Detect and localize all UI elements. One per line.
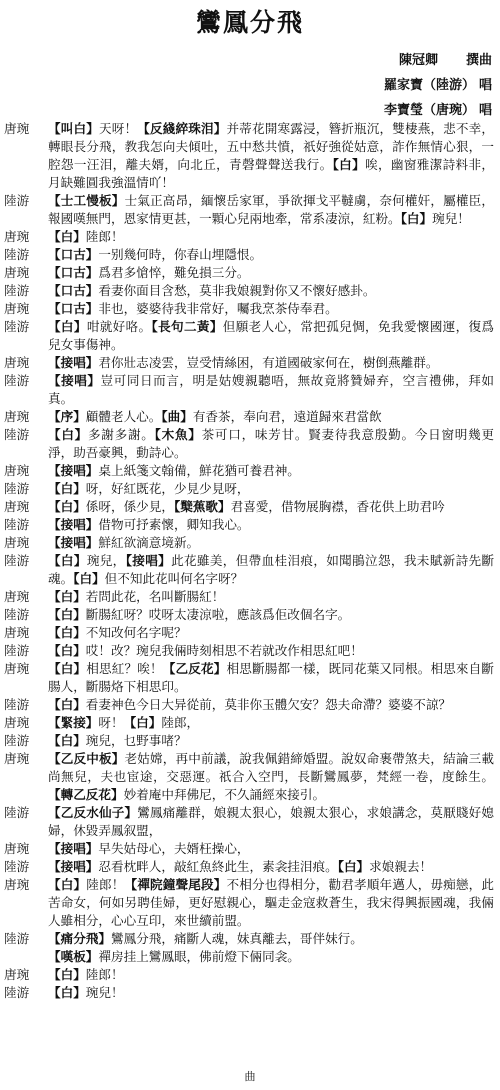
line-text (48, 948, 494, 966)
speaker-name (4, 948, 48, 966)
script-line (4, 750, 494, 804)
lyric-text: 看妻神色今日大异從前，莫非你玉體欠安？怨夫命滯？婆婆不諒？ (85, 697, 451, 712)
lyric-text: 多謝多謝。 (87, 427, 155, 442)
tune-marker: 【木魚】 (154, 427, 202, 442)
tune-marker: 【白】 (48, 697, 86, 712)
tune-marker: 【曲】 (161, 409, 193, 424)
lyric-text: 不相分也得相分，勸君孝順年邁人，毋痴戀，此苦命女，何如另聘佳婦，更好慰親心，驅走金寇救蒼生，我宋得興振國魂，我倆人雖相分，心心互印，來世續前盟。 (48, 877, 495, 928)
script-line (4, 552, 494, 588)
tune-marker: 【白】 (73, 571, 105, 586)
line-text (48, 300, 494, 318)
script-line (4, 264, 494, 282)
tune-marker: 【白】 (48, 625, 86, 640)
lyric-text: 忍看枕畔人，敲紅魚終此生，素衾挂泪痕。 (98, 859, 338, 874)
speaker-name: 陸游 (4, 319, 30, 334)
lyric-text: 爲君多愴悴，難免損三分。 (98, 265, 250, 280)
tune-marker: 【白】 (48, 643, 86, 658)
credit-name: 羅家寶（陸游） (383, 78, 475, 93)
credits-block (292, 48, 492, 123)
lyric-text: 相思紅？唉！ (86, 661, 163, 676)
line-text (48, 624, 494, 642)
script-line (4, 606, 494, 624)
line-text (48, 714, 494, 732)
tune-marker: 【白】 (48, 481, 86, 496)
lyric-text: 禪房挂上鸞鳳眼，佛前燈下倆同衾。 (98, 949, 300, 964)
lyric-text: 妙着庵中拜佛尼，不久誦經來接引。 (123, 787, 326, 802)
script-line (4, 480, 494, 498)
lyric-text: 一别幾何時，你春山埋隱恨。 (98, 247, 263, 262)
line-text (48, 642, 494, 660)
lyric-text: 求娘親去！ (369, 859, 433, 874)
credit-name: 陳冠卿 (398, 53, 438, 68)
script-line (4, 408, 494, 426)
speaker-name: 唐琬 (4, 751, 30, 766)
tune-marker: 【白】 (400, 211, 433, 226)
line-text (48, 516, 494, 534)
line-text (48, 750, 494, 804)
script-line (4, 318, 494, 354)
tune-marker: 【嘆板】 (48, 949, 99, 964)
speaker-name: 唐琬 (4, 841, 30, 856)
lyric-text: 此花雖美，但帶血桂泪痕，如聞鵑泣怨，我未賦新詩先斷魂。 (48, 553, 495, 586)
script-line (4, 462, 494, 480)
tune-marker: 【乙反水仙子】 (48, 805, 138, 820)
speaker-name: 陸游 (4, 373, 30, 388)
script-line (4, 354, 494, 372)
credit-composer (292, 48, 492, 73)
line-text (48, 804, 494, 840)
script-line (4, 984, 494, 1002)
speaker-name: 唐琬 (4, 499, 30, 514)
script-line (4, 660, 494, 696)
tune-marker: 【接唱】 (48, 355, 99, 370)
lyric-text: 鮮紅欲滴意境新。 (98, 535, 200, 550)
speaker-name: 唐琬 (4, 229, 30, 244)
lyric-text: 但願老人心，常把孤兒惆，免我愛懷國運，復爲兒女事傷神。 (48, 319, 495, 352)
tune-marker: 【白】 (48, 319, 87, 334)
script-line (4, 120, 494, 192)
script-line (4, 840, 494, 858)
script-line (4, 930, 494, 948)
tune-marker: 【接唱】 (48, 373, 101, 388)
lyric-text: 不知改何名字呢？ (85, 625, 187, 640)
page-title: 鸞鳳分飛 (195, 8, 304, 37)
tune-marker: 【序】 (48, 409, 86, 424)
line-text (48, 588, 494, 606)
script-line (4, 192, 494, 228)
credit-role: 撰曲 (465, 53, 492, 68)
line-text (48, 876, 494, 930)
script-line (4, 624, 494, 642)
lyric-text: 陸郎！ (86, 877, 125, 892)
line-text (48, 318, 494, 354)
tune-marker: 【痛分飛】 (48, 931, 111, 946)
speaker-name: 陸游 (4, 859, 30, 874)
line-text (48, 372, 494, 408)
script-line (4, 498, 494, 516)
speaker-name: 唐琬 (4, 409, 30, 424)
speaker-name: 唐琬 (4, 625, 30, 640)
lyric-text: 看妻你面目含愁，莫非我娘親對你又不懷好感卦。 (98, 283, 376, 298)
lyric-text: 君你壯志凌雲，豈受情絲困，有道國破家何在，樹倒燕離群。 (98, 355, 439, 370)
lyric-text: 并蒂花開寒露浸，簪折瓶沉，雙棲燕，悲不幸，轉眼長分飛，教我怎向夫傾吐，五中愁共憤，祇好強從姑意，詐作無情心狠，一腔怨一汪泪，離夫婿，向北丘，青磬聲聲送我行。 (48, 121, 495, 172)
tune-marker: 【口古】 (48, 301, 99, 316)
script-line (4, 858, 494, 876)
speaker-name: 唐琬 (4, 463, 30, 478)
script-line (4, 426, 494, 462)
tune-marker: 【白】 (48, 733, 86, 748)
speaker-name: 陸游 (4, 193, 30, 208)
lyric-text: 早失姑母心，夫婿枉操心， (98, 841, 250, 856)
script-line (4, 642, 494, 660)
script-line (4, 282, 494, 300)
speaker-name: 陸游 (4, 247, 30, 262)
speaker-name: 唐琬 (4, 301, 30, 316)
line-text (48, 120, 494, 192)
lyric-text: 唉，幽窗雅潔詩料非，月缺難圓我強溫情吖！ (48, 157, 495, 190)
tune-marker: 【白】 (48, 553, 87, 568)
lyric-text: 琬兒！ (432, 211, 470, 226)
tune-marker: 【接唱】 (125, 553, 172, 568)
lyric-text: 係呀，係少見， (85, 499, 174, 514)
tune-marker: 【接唱】 (48, 859, 99, 874)
script-line (4, 876, 494, 930)
speaker-name: 陸游 (4, 607, 30, 622)
lyric-text: 鸞鳳痛離群，娘親太狠心，娘親太狠心，求娘講念，莫厭賤好媳婦，休毀弄鳳叙盟， (48, 805, 495, 838)
script-line (4, 714, 494, 732)
tune-marker: 【白】 (48, 967, 86, 982)
script-line (4, 516, 494, 534)
lyric-text: 呀，好紅既花，少見少見呀， (85, 481, 250, 496)
lyric-text: 顧體老人心。 (85, 409, 162, 424)
tune-marker: 【白】 (48, 661, 87, 676)
speaker-name: 唐琬 (4, 121, 30, 136)
lyric-text: 陸郎！ (85, 229, 124, 244)
page-footer: 曲 (244, 1070, 256, 1083)
tune-marker: 【接唱】 (48, 841, 99, 856)
tune-marker: 【轉乙反花】 (48, 787, 124, 802)
line-text (48, 858, 494, 876)
script-line (4, 228, 494, 246)
line-text (48, 354, 494, 372)
speaker-name: 陸游 (4, 697, 30, 712)
lyric-text: 鸞鳳分飛，痛斷人魂，妹真離去，哥伴妹行。 (110, 931, 363, 946)
lyric-text: 琬兒！ (85, 985, 124, 1000)
tune-marker: 【白】 (48, 877, 87, 892)
credit-name: 李寶瑩（唐琬） (383, 103, 475, 118)
tune-marker: 【士工慢板】 (48, 193, 125, 208)
line-text (48, 552, 494, 588)
line-text (48, 696, 494, 714)
lyric-text: 呀！ (98, 715, 124, 730)
line-text (48, 498, 494, 516)
lyric-text: 桌上紙箋文翰備，鮮花猶可養君神。 (98, 463, 300, 478)
lyric-text: 老姑嫦，再中前議，說我佩錯締婚盟。說奴命裹帶煞夫，結論三載尚無兒，夫也宦途，交惡運。祇合入空門，長斷鸞鳳夢，梵經一卷，度餘生。 (48, 751, 495, 784)
tune-marker: 【禪院鐘聲尾段】 (124, 877, 227, 892)
lyric-text: 豈可同日而言，明是姑嫂親聽唔，無故竟將贊婦弃，空言禮佛，拜如真。 (48, 373, 495, 406)
speaker-name: 陸游 (4, 283, 30, 298)
tune-marker: 【長句二黃】 (151, 319, 223, 334)
line-text (48, 264, 494, 282)
speaker-name: 唐琬 (4, 661, 30, 676)
tune-marker: 【口古】 (48, 283, 99, 298)
tune-marker: 【白】 (332, 157, 366, 172)
lyric-text: 陸郎！ (85, 967, 124, 982)
lyric-text: 茶可口，味芳甘。賢妻待我意殷勤。今日窗明幾更淨，助吾豪興，動詩心。 (48, 427, 495, 460)
tune-marker: 【白】 (48, 589, 86, 604)
line-text (48, 984, 494, 1002)
line-text (48, 606, 494, 624)
speaker-name: 陸游 (4, 805, 30, 820)
line-text (48, 462, 494, 480)
line-text (48, 282, 494, 300)
credit-role: 唱 (478, 103, 492, 118)
speaker-name: 陸游 (4, 985, 30, 1000)
speaker-name: 唐琬 (4, 265, 30, 280)
libretto-body (4, 120, 494, 1002)
tune-marker: 【乙反中板】 (48, 751, 125, 766)
speaker-name: 唐琬 (4, 535, 30, 550)
lyric-text: 陸郎， (161, 715, 200, 730)
speaker-name: 陸游 (4, 517, 30, 532)
tune-marker: 【白】 (123, 715, 162, 730)
lyric-text: 相思斷腸都一樣，既同花葉又同根。相思來自斷腸人，斷腸烙下相思印。 (48, 661, 495, 694)
script-line (4, 804, 494, 840)
speaker-name: 陸游 (4, 427, 30, 442)
line-text (48, 840, 494, 858)
speaker-name: 陸游 (4, 553, 30, 568)
script-line (4, 246, 494, 264)
speaker-name: 唐琬 (4, 715, 30, 730)
lyric-text: 琬兒， (86, 553, 126, 568)
tune-marker: 【口古】 (48, 247, 99, 262)
lyric-text: 借物可抒素懷，卿知我心。 (98, 517, 250, 532)
script-line (4, 372, 494, 408)
line-text (48, 192, 494, 228)
tune-marker: 【白】 (48, 499, 86, 514)
speaker-name: 陸游 (4, 931, 30, 946)
tune-marker: 【櫱蕉歌】 (173, 499, 231, 514)
line-text (48, 408, 494, 426)
tune-marker: 【接唱】 (48, 517, 99, 532)
line-text (48, 966, 494, 984)
lyric-text: 士氣正高昂，緬懷岳家軍，爭欲揮戈平韃虜，奈何權奸，屬權臣，報國嘆無門，恩家情更甚，一顆心兒兩地牽，常系凄涼，紅粉。 (48, 193, 495, 226)
line-text (48, 480, 494, 498)
speaker-name: 陸游 (4, 481, 30, 496)
speaker-name: 唐琬 (4, 877, 30, 892)
lyric-text: 琬兒，乜野事啫？ (85, 733, 187, 748)
script-line (4, 948, 494, 966)
tune-marker: 【叫白】 (48, 121, 99, 136)
lyric-text: 天呀！ (99, 121, 138, 136)
speaker-name: 唐琬 (4, 967, 30, 982)
tune-marker: 【白】 (48, 985, 86, 1000)
tune-marker: 【接唱】 (48, 535, 99, 550)
tune-marker: 【白】 (48, 229, 86, 244)
line-text (48, 930, 494, 948)
lyric-text: 哎！改？琬兒我倆時刻相思不若就改作相思紅吧！ (85, 643, 363, 658)
line-text (48, 228, 494, 246)
script-line (4, 588, 494, 606)
lyric-text: 咁就好咯。 (86, 319, 152, 334)
line-text (48, 732, 494, 750)
lyric-text: 有香茶，奉向君，遠道歸來君當飲 (192, 409, 382, 424)
tune-marker: 【接唱】 (48, 463, 99, 478)
lyric-text: 但不知此花叫何名字呀？ (104, 571, 244, 586)
lyric-text: 非也，婆婆待我非常好，囑我烹茶侍奉君。 (98, 301, 338, 316)
speaker-name: 唐琬 (4, 355, 30, 370)
line-text (48, 426, 494, 462)
tune-marker: 【口古】 (48, 265, 99, 280)
credit-role: 唱 (478, 78, 492, 93)
script-line (4, 966, 494, 984)
line-text (48, 660, 494, 696)
line-text (48, 246, 494, 264)
line-text (48, 534, 494, 552)
lyric-text: 斷腸紅呀？哎呀太凄涼啦，應該爲佢改個名字。 (85, 607, 351, 622)
tune-marker: 【乙反花】 (162, 661, 227, 676)
script-line (4, 300, 494, 318)
credit-singer-lu-you (292, 73, 492, 98)
lyric-text: 若問此花，名叫斷腸紅！ (85, 589, 225, 604)
tune-marker: 【白】 (48, 607, 86, 622)
tune-marker: 【白】 (337, 859, 370, 874)
lyric-text: 君喜愛，借物展胸襟，香花供上助君吟 (230, 499, 445, 514)
script-line (4, 696, 494, 714)
tune-marker: 【白】 (48, 427, 88, 442)
speaker-name: 陸游 (4, 643, 30, 658)
speaker-name: 陸游 (4, 733, 30, 748)
tune-marker: 【反綫綷珠泪】 (137, 121, 227, 136)
script-line (4, 534, 494, 552)
script-line (4, 732, 494, 750)
tune-marker: 【緊接】 (48, 715, 99, 730)
speaker-name: 唐琬 (4, 589, 30, 604)
